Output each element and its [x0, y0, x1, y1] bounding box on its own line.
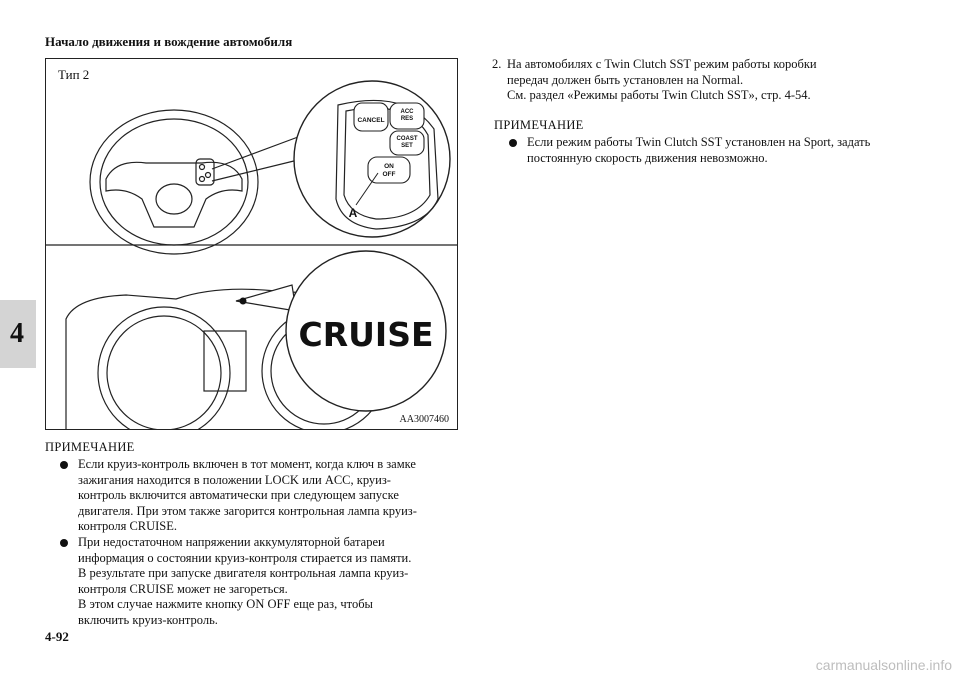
coast-label: COAST [396, 136, 418, 142]
note-bullet: При недостаточном напряжении аккумуляторной батареи информация о состоянии круиз-контроля стирается из памяти. В результате при запуске двигателя контрольная лампа круиз- контроля CRUISE может не загореться. В этом случае нажмите кнопку ON OFF еще раз, чтобы включить круиз-контроль. [45, 535, 465, 629]
item-number: 2. [492, 57, 502, 71]
off-label: OFF [382, 171, 396, 178]
cruise-control-figure [45, 58, 458, 430]
note-right [494, 118, 924, 166]
note-bullet: Если круиз-контроль включен в тот момент, когда ключ в замке зажигания находится в положении LOCK или ACC, круиз- контроль включится автоматически при следующем запуске двигателя. При этом также загорится контрольная лампа круиз- контроля CRUISE. [45, 457, 465, 535]
chapter-tab [0, 300, 36, 368]
note-left [45, 440, 465, 629]
item-text: На автомобилях с Twin Clutch SST режим работы коробки передач должен быть установлен на Normal. См. раздел «Режимы работы Twin Clutch SST», стр. 4-54. [507, 57, 817, 103]
figure-code: AA3007460 [399, 414, 449, 425]
chapter-number: 4 [10, 318, 24, 349]
cancel-label: CANCEL [357, 117, 385, 124]
note-heading: ПРИМЕЧАНИЕ [494, 118, 584, 132]
page-header: Начало движения и вождение автомобиля [45, 34, 293, 49]
note-bullets [45, 457, 465, 629]
numbered-item-2 [492, 57, 927, 104]
callout-letter: A [348, 206, 358, 220]
on-label: ON [384, 163, 394, 170]
indicator-dot-icon [240, 298, 247, 305]
watermark: carmanualsonline.info [815, 657, 952, 673]
steering-wheel-icon [90, 110, 258, 254]
res-label: RES [400, 116, 414, 122]
cruise-indicator-text: CRUISE [298, 315, 434, 354]
note-bullet: Если режим работы Twin Clutch SST установлен на Sport, задать постоянную скорость движения невозможно. [494, 135, 924, 166]
page-number: 4-92 [45, 629, 69, 644]
note-bullets [494, 135, 924, 166]
figure-illustration [46, 59, 458, 430]
acc-label: ACC [400, 109, 414, 115]
set-label: SET [401, 143, 413, 149]
figure-type-label: Тип 2 [58, 67, 90, 82]
note-heading: ПРИМЕЧАНИЕ [45, 440, 135, 454]
